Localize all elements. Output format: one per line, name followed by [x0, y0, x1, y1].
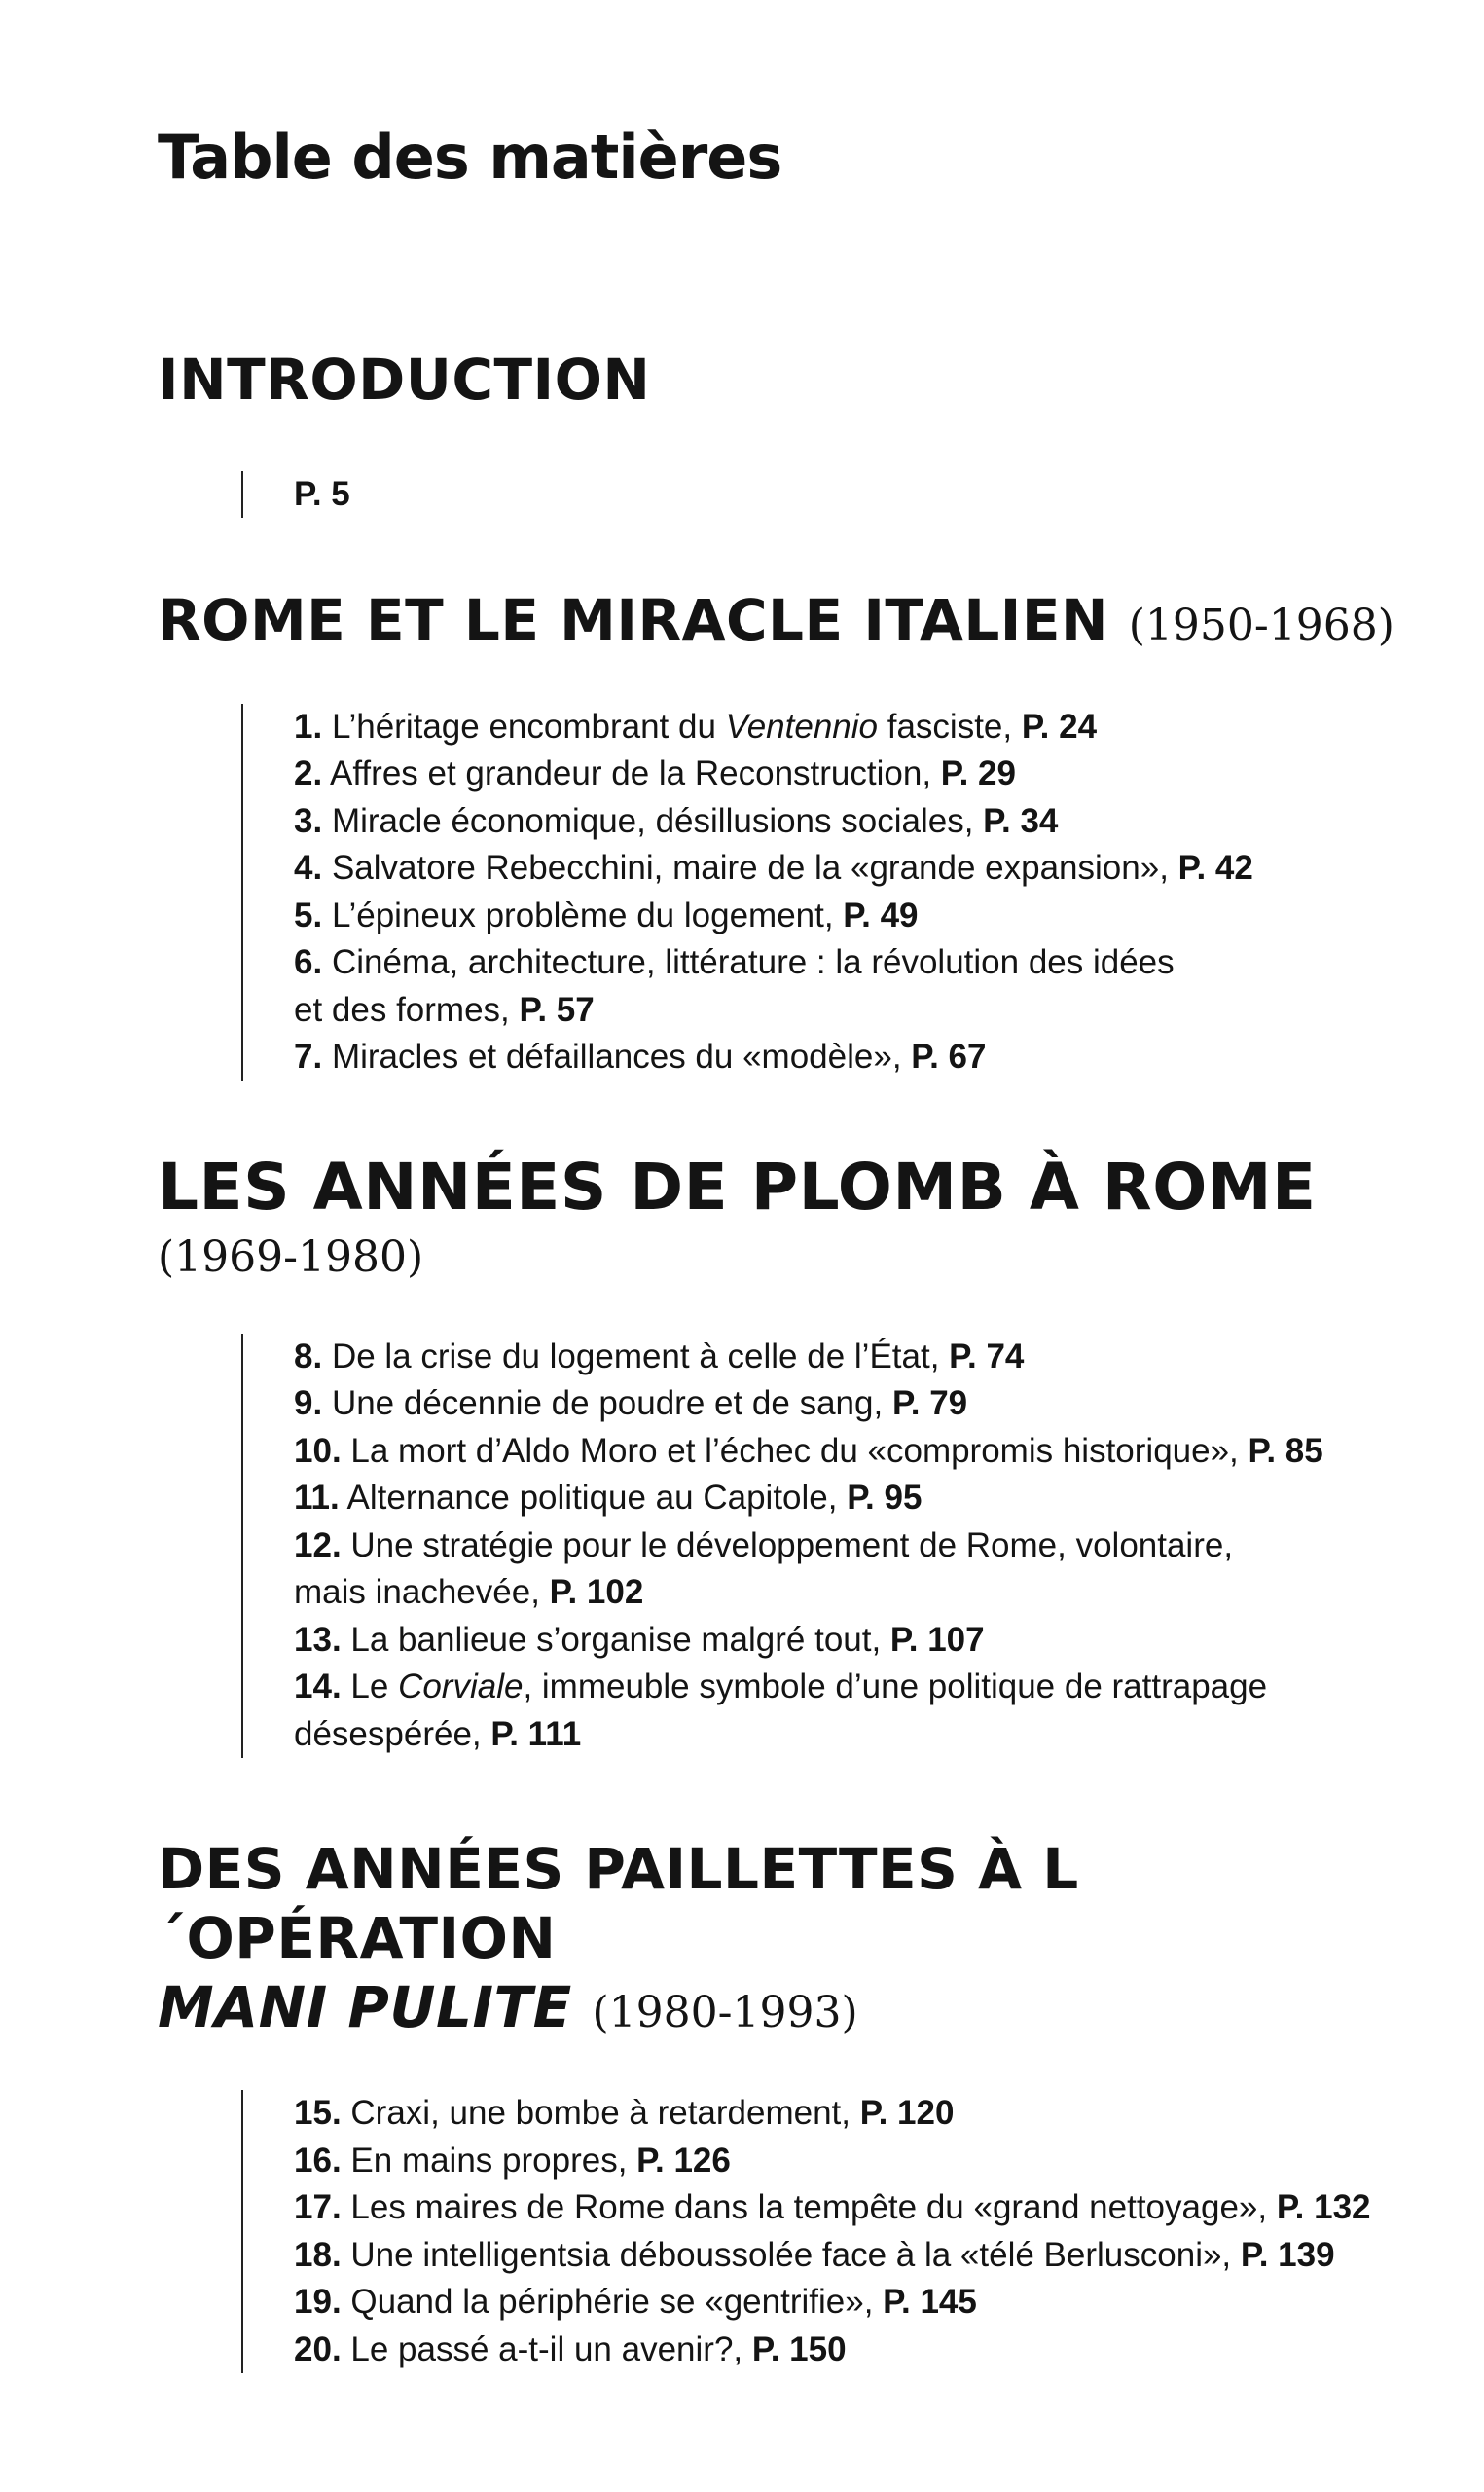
page-number: P. 139: [1240, 2235, 1335, 2274]
chapter-text: L’héritage encombrant du: [331, 707, 726, 746]
chapter-number: 9: [294, 1384, 313, 1423]
chapter-text: Craxi, une bombe à retardement,: [350, 2094, 860, 2133]
chapter-text: Miracles et défaillances du «modèle»,: [331, 1038, 912, 1077]
list-item: 6. Cinéma, architecture, littérature : la révolution des idées et des formes, P. 57: [294, 943, 1175, 1029]
list-item: 17. Les maires de Rome dans la tempête du «grand nettoyage», P. 132: [294, 2188, 1371, 2227]
chapter-number: 2: [294, 754, 313, 793]
chapter-number: 14: [294, 1667, 332, 1706]
page-number: P. 145: [883, 2283, 977, 2322]
page-number: P. 24: [1021, 707, 1098, 746]
section-heading-text: DES ANNÉES PAILLETTES À L´OPÉRATION: [158, 1836, 1079, 1971]
chapter-number: 8: [294, 1337, 313, 1375]
list-item: 2. Affres et grandeur de la Reconstruction, P. 29: [294, 754, 1016, 793]
chapter-number: 13: [294, 1620, 332, 1659]
list-item: 1. L’héritage encombrant du Ventennio fasciste, P. 24: [294, 707, 1098, 746]
chapter-text: Les maires de Rome dans la tempête du «grand nettoyage»,: [350, 2188, 1277, 2227]
page-number: P. 79: [891, 1384, 968, 1423]
chapter-number: 5: [294, 896, 313, 934]
chapter-text: La banlieue s’organise malgré tout,: [350, 1620, 890, 1659]
chapter-number: 7: [294, 1038, 313, 1077]
list-item: 5. L’épineux problème du logement, P. 49: [294, 896, 919, 934]
chapter-text: Alternance politique au Capitole,: [346, 1479, 848, 1518]
section-heading-italic: MANI PULITE: [158, 1973, 572, 2040]
section-part-3: [158, 1835, 1423, 2373]
chapter-list: [241, 704, 1423, 1081]
chapter-text-continued: désespérée,: [294, 1714, 491, 1753]
page-number: P. 49: [843, 896, 919, 934]
chapter-text: Une décennie de poudre et de sang,: [331, 1384, 892, 1423]
page-number: P. 57: [519, 990, 595, 1029]
chapter-text: Quand la périphérie se «gentrifie»,: [350, 2283, 884, 2322]
list-item: 8. De la crise du logement à celle de l’État, P. 74: [294, 1337, 1025, 1375]
section-heading: INTRODUCTION: [158, 347, 651, 413]
chapter-number: 1: [294, 707, 313, 746]
page-number: P. 102: [549, 1573, 644, 1612]
list-item: 7. Miracles et défaillances du «modèle», P. 67: [294, 1038, 987, 1077]
chapter-text: De la crise du logement à celle de l’État,: [331, 1337, 950, 1375]
chapter-list: [241, 2090, 1423, 2373]
chapter-text: fasciste,: [878, 707, 1022, 746]
section-part-1: [158, 586, 1423, 1081]
page-number: P. 107: [889, 1620, 985, 1659]
chapter-number: 15: [294, 2094, 332, 2133]
chapter-text: L’épineux problème du logement,: [331, 896, 844, 934]
page-number: P. 5: [294, 474, 350, 513]
page-number: P. 95: [847, 1479, 923, 1518]
page-title: Table des matières: [158, 122, 782, 193]
chapter-text-continued: mais inachevée,: [294, 1573, 550, 1612]
section-heading-text: LES ANNÉES DE PLOMB À ROME: [158, 1150, 1317, 1225]
chapter-text: En mains propres,: [350, 2141, 637, 2180]
section-years: (1969-1980): [158, 1231, 424, 1282]
chapter-text: Une stratégie pour le développement de Rome, volontaire,: [350, 1525, 1234, 1564]
list-item: 11. Alternance politique au Capitole, P. 95: [294, 1479, 923, 1518]
list-item: 3. Miracle économique, désillusions sociales, P. 34: [294, 801, 1059, 840]
list-item: 16. En mains propres, P. 126: [294, 2141, 731, 2180]
list-item: 19. Quand la périphérie se «gentrifie», P. 145: [294, 2283, 977, 2322]
chapter-text: Salvatore Rebecchini, maire de la «grande expansion»,: [331, 849, 1178, 888]
list-item: 4. Salvatore Rebecchini, maire de la «grande expansion», P. 42: [294, 849, 1253, 888]
page-number: P. 126: [636, 2141, 731, 2180]
section-years: (1980-1993): [592, 1987, 858, 2037]
chapter-list: [241, 471, 1423, 519]
page-number: P. 120: [859, 2094, 955, 2133]
chapter-text: Le: [350, 1667, 399, 1706]
chapter-text: Affres et grandeur de la Reconstruction,: [330, 754, 941, 793]
chapter-italic-text: Corviale: [398, 1667, 524, 1706]
page-number: P. 29: [940, 754, 1016, 793]
list-item: 18. Une intelligentsia déboussolée face à la «télé Berlusconi», P. 139: [294, 2235, 1335, 2274]
section-heading: [158, 1149, 1423, 1228]
section-heading: [158, 586, 1423, 655]
chapter-number: 11: [294, 1479, 330, 1518]
list-item: 15. Craxi, une bombe à retardement, P. 120: [294, 2094, 955, 2133]
chapter-text: Une intelligentsia déboussolée face à la «télé Berlusconi»,: [350, 2235, 1241, 2274]
section-years: (1950-1968): [1128, 601, 1394, 650]
page-number: P. 67: [911, 1038, 987, 1077]
list-item: 12. Une stratégie pour le développement de Rome, volontaire, mais inachevée, P. 102: [294, 1525, 1234, 1612]
page-number: P. 132: [1276, 2188, 1371, 2227]
list-item: 20. Le passé a-t-il un avenir?, P. 150: [294, 2329, 847, 2368]
list-item: 9. Une décennie de poudre et de sang, P. 79: [294, 1384, 968, 1423]
list-item: [294, 471, 1423, 519]
chapter-text: , immeuble symbole d’une politique de rattrapage: [523, 1667, 1268, 1706]
page-number: P. 85: [1248, 1431, 1323, 1470]
chapter-text-continued: et des formes,: [294, 990, 520, 1029]
section-part-2: [158, 1149, 1423, 1758]
page-number: P. 111: [490, 1714, 582, 1753]
list-item: 13. La banlieue s’organise malgré tout, P. 107: [294, 1620, 985, 1659]
section-heading-text: ROME ET LE MIRACLE ITALIEN: [158, 587, 1109, 653]
page-number: P. 34: [983, 801, 1059, 840]
chapter-italic-text: Ventennio: [725, 707, 879, 746]
chapter-number: 19: [294, 2283, 332, 2322]
section-heading: [158, 1835, 1423, 2041]
chapter-text: Le passé a-t-il un avenir?,: [350, 2329, 752, 2368]
chapter-number: 10: [294, 1431, 332, 1470]
page-number: P. 74: [949, 1337, 1025, 1375]
list-item: 14. Le Corviale, immeuble symbole d’une politique de rattrapage désespérée, P. 111: [294, 1667, 1268, 1753]
page-number: P. 150: [751, 2329, 847, 2368]
chapter-number: 16: [294, 2141, 332, 2180]
chapter-list: [241, 1334, 1423, 1759]
chapter-number: 6: [294, 943, 313, 982]
chapter-number: 20: [294, 2329, 332, 2368]
chapter-number: 18: [294, 2235, 332, 2274]
chapter-number: 12: [294, 1525, 332, 1564]
chapter-number: 17: [294, 2188, 332, 2227]
chapter-text: Miracle économique, désillusions sociales,: [331, 801, 984, 840]
chapter-number: 3: [294, 801, 313, 840]
section-introduction: [158, 346, 1423, 518]
chapter-text: La mort d’Aldo Moro et l’échec du «compromis historique»,: [350, 1431, 1249, 1470]
chapter-text: Cinéma, architecture, littérature : la révolution des idées: [331, 943, 1175, 982]
page-number: P. 42: [1177, 849, 1253, 888]
list-item: 10. La mort d’Aldo Moro et l’échec du «compromis historique», P. 85: [294, 1431, 1323, 1470]
chapter-number: 4: [294, 849, 313, 888]
